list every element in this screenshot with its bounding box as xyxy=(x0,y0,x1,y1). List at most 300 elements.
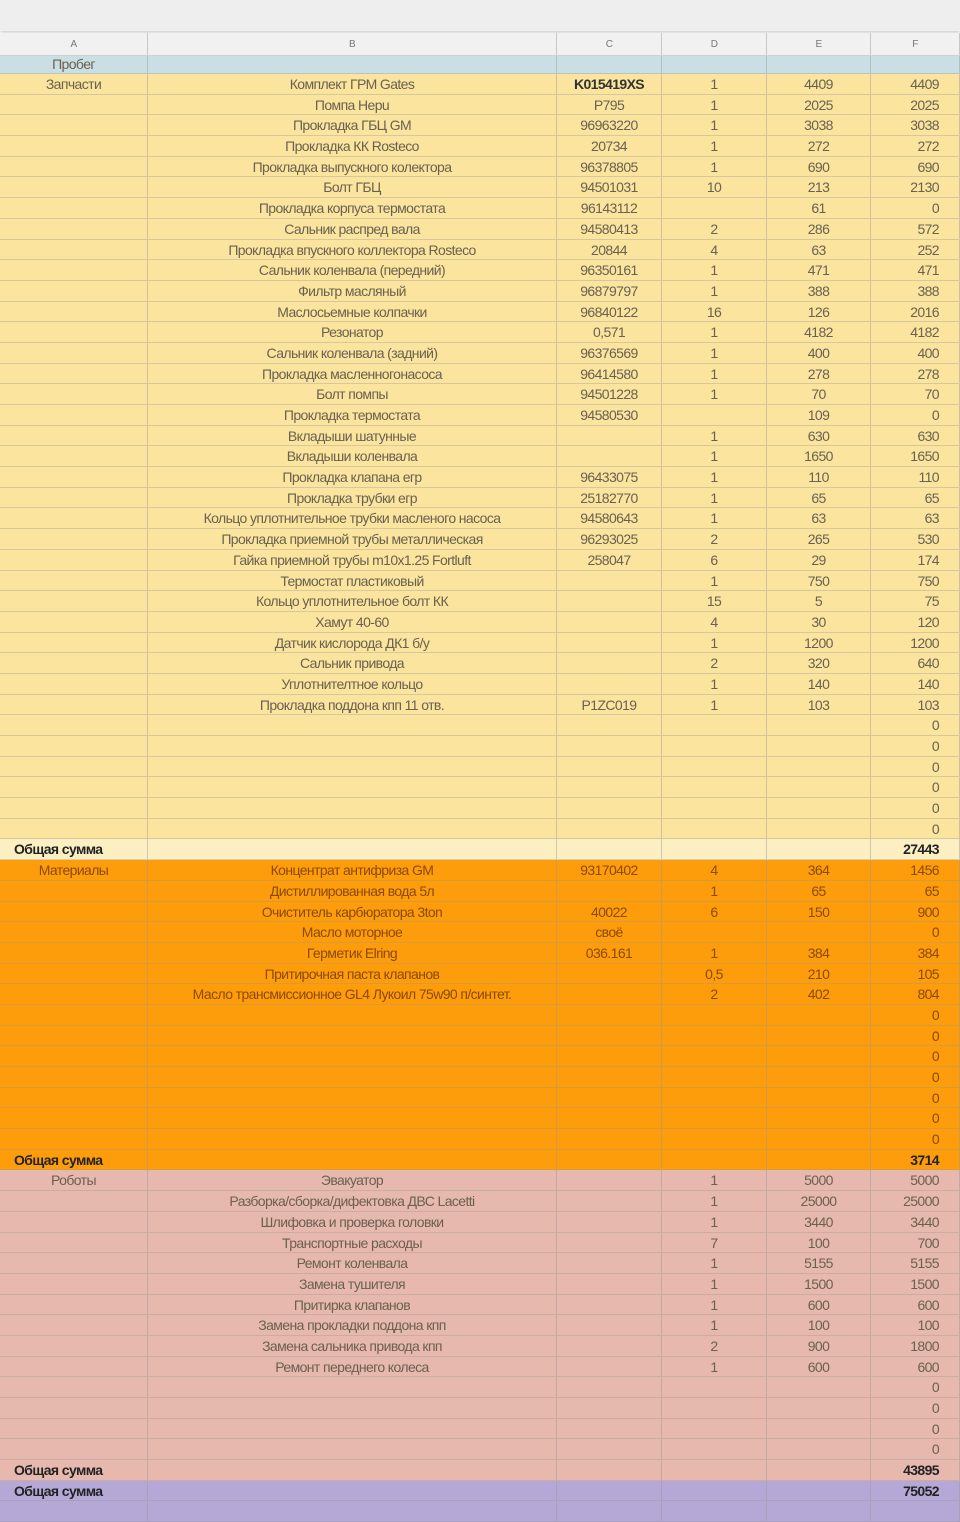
total-label[interactable]: Общая сумма xyxy=(0,1150,148,1170)
total-label[interactable]: Общая сумма xyxy=(0,1460,148,1480)
cell[interactable] xyxy=(148,1481,557,1501)
cell-sum[interactable]: 4182 xyxy=(871,322,960,342)
cell-category[interactable] xyxy=(0,922,148,942)
cell-name[interactable]: Прокладка трубки егр xyxy=(148,488,557,508)
cell-quantity[interactable] xyxy=(662,1377,767,1397)
cell-sum[interactable]: 2016 xyxy=(871,302,960,322)
cell-part-number[interactable] xyxy=(557,1419,662,1439)
cell-sum[interactable]: 105 xyxy=(871,964,960,984)
cell-sum[interactable]: 0 xyxy=(871,922,960,942)
cell-quantity[interactable]: 0,5 xyxy=(662,964,767,984)
cell-sum[interactable]: 25000 xyxy=(871,1191,960,1211)
cell-category[interactable] xyxy=(0,1336,148,1356)
cell-part-number[interactable] xyxy=(557,1377,662,1397)
cell-part-number[interactable] xyxy=(557,715,662,735)
cell-price[interactable]: 25000 xyxy=(767,1191,871,1211)
column-header-a[interactable]: A xyxy=(0,33,148,55)
cell-quantity[interactable]: 1 xyxy=(662,1357,767,1377)
cell-part-number[interactable] xyxy=(557,1108,662,1128)
cell-category[interactable] xyxy=(0,260,148,280)
cell-part-number[interactable]: своё xyxy=(557,922,662,942)
cell[interactable] xyxy=(148,1150,557,1170)
cell-sum[interactable]: 804 xyxy=(871,984,960,1004)
cell-part-number[interactable]: 96293025 xyxy=(557,529,662,549)
cell-name[interactable]: Прокладка клапана егр xyxy=(148,467,557,487)
cell-name[interactable] xyxy=(148,777,557,797)
cell-category[interactable] xyxy=(0,715,148,735)
cell-quantity[interactable]: 1 xyxy=(662,1253,767,1273)
cell-category[interactable] xyxy=(0,1005,148,1025)
cell-sum[interactable]: 0 xyxy=(871,1088,960,1108)
cell-category[interactable] xyxy=(0,798,148,818)
cell-sum[interactable]: 63 xyxy=(871,508,960,528)
cell-price[interactable] xyxy=(767,1088,871,1108)
cell[interactable] xyxy=(767,839,871,859)
cell-quantity[interactable]: 1 xyxy=(662,281,767,301)
cell-quantity[interactable] xyxy=(662,1129,767,1149)
cell-sum[interactable]: 0 xyxy=(871,1046,960,1066)
cell-category[interactable] xyxy=(0,1419,148,1439)
cell-part-number[interactable] xyxy=(557,1005,662,1025)
cell-name[interactable]: Фильтр масляный xyxy=(148,281,557,301)
cell-sum[interactable]: 0 xyxy=(871,1067,960,1087)
cell-quantity[interactable]: 1 xyxy=(662,426,767,446)
cell-sum[interactable]: 70 xyxy=(871,384,960,404)
cell-category[interactable] xyxy=(0,1398,148,1418)
cell-part-number[interactable]: P795 xyxy=(557,95,662,115)
cell-sum[interactable]: 65 xyxy=(871,488,960,508)
cell-quantity[interactable]: 4 xyxy=(662,240,767,260)
cell-sum[interactable]: 0 xyxy=(871,1129,960,1149)
cell-category[interactable] xyxy=(0,964,148,984)
cell-price[interactable]: 272 xyxy=(767,136,871,156)
cell-name[interactable] xyxy=(148,1377,557,1397)
cell-price[interactable]: 2025 xyxy=(767,95,871,115)
cell-name[interactable]: Сальник коленвала (передний) xyxy=(148,260,557,280)
cell-part-number[interactable]: 96376569 xyxy=(557,343,662,363)
cell-category[interactable] xyxy=(0,571,148,591)
cell-price[interactable] xyxy=(767,715,871,735)
cell-sum[interactable]: 3038 xyxy=(871,115,960,135)
cell-sum[interactable]: 0 xyxy=(871,736,960,756)
cell-name[interactable] xyxy=(148,1088,557,1108)
cell-name[interactable]: Болт помпы xyxy=(148,384,557,404)
cell-category[interactable] xyxy=(0,1377,148,1397)
cell-name[interactable] xyxy=(148,736,557,756)
cell-sum[interactable]: 0 xyxy=(871,715,960,735)
cell-price[interactable]: 100 xyxy=(767,1315,871,1335)
cell-name[interactable]: Ремонт коленвала xyxy=(148,1253,557,1273)
cell-part-number[interactable] xyxy=(557,881,662,901)
cell-sum[interactable]: 0 xyxy=(871,405,960,425)
cell-name[interactable]: Прокладка масленногонасоса xyxy=(148,364,557,384)
cell-category[interactable] xyxy=(0,384,148,404)
cell-price[interactable]: 213 xyxy=(767,177,871,197)
cell-sum[interactable]: 5155 xyxy=(871,1253,960,1273)
cell-quantity[interactable]: 1 xyxy=(662,364,767,384)
cell-quantity[interactable]: 1 xyxy=(662,1295,767,1315)
cell-price[interactable]: 63 xyxy=(767,240,871,260)
cell-sum[interactable]: 272 xyxy=(871,136,960,156)
cell[interactable] xyxy=(557,1501,662,1521)
cell-quantity[interactable]: 1 xyxy=(662,260,767,280)
cell-quantity[interactable]: 10 xyxy=(662,177,767,197)
cell-price[interactable] xyxy=(767,1026,871,1046)
cell-price[interactable]: 29 xyxy=(767,550,871,570)
cell-quantity[interactable]: 1 xyxy=(662,943,767,963)
cell-price[interactable]: 5 xyxy=(767,591,871,611)
cell-name[interactable]: Кольцо уплотнительное трубки масленого насоса xyxy=(148,508,557,528)
cell[interactable] xyxy=(557,1150,662,1170)
cell-price[interactable] xyxy=(767,1419,871,1439)
cell-part-number[interactable]: 96378805 xyxy=(557,157,662,177)
cell-category[interactable] xyxy=(0,1357,148,1377)
cell-category[interactable] xyxy=(0,177,148,197)
cell-quantity[interactable] xyxy=(662,1067,767,1087)
cell-sum[interactable]: 140 xyxy=(871,674,960,694)
cell[interactable] xyxy=(662,1460,767,1480)
cell-price[interactable]: 630 xyxy=(767,426,871,446)
cell-quantity[interactable] xyxy=(662,715,767,735)
cell-part-number[interactable] xyxy=(557,964,662,984)
cell-quantity[interactable]: 6 xyxy=(662,550,767,570)
cell-category[interactable] xyxy=(0,1088,148,1108)
cell-category[interactable]: Роботы xyxy=(0,1170,148,1190)
cell-name[interactable]: Уплотнителтное кольцо xyxy=(148,674,557,694)
cell-category[interactable] xyxy=(0,488,148,508)
cell-quantity[interactable]: 1 xyxy=(662,1315,767,1335)
cell-sum[interactable]: 384 xyxy=(871,943,960,963)
cell-price[interactable] xyxy=(767,819,871,839)
cell-category[interactable] xyxy=(0,219,148,239)
cell-quantity[interactable]: 1 xyxy=(662,74,767,94)
cell-price[interactable]: 65 xyxy=(767,881,871,901)
cell-name[interactable] xyxy=(148,757,557,777)
mileage-label[interactable]: Пробег xyxy=(0,56,148,73)
cell-sum[interactable]: 900 xyxy=(871,902,960,922)
cell[interactable] xyxy=(557,56,662,73)
cell-quantity[interactable] xyxy=(662,777,767,797)
cell-category[interactable] xyxy=(0,1212,148,1232)
cell-part-number[interactable]: 036.161 xyxy=(557,943,662,963)
cell-price[interactable]: 63 xyxy=(767,508,871,528)
cell-part-number[interactable] xyxy=(557,1088,662,1108)
cell-sum[interactable]: 278 xyxy=(871,364,960,384)
cell-price[interactable] xyxy=(767,1377,871,1397)
cell-price[interactable] xyxy=(767,1398,871,1418)
cell-name[interactable]: Герметик Elring xyxy=(148,943,557,963)
cell-sum[interactable]: 2025 xyxy=(871,95,960,115)
cell-price[interactable]: 750 xyxy=(767,571,871,591)
cell-name[interactable]: Концентрат антифриза GM xyxy=(148,860,557,880)
cell-part-number[interactable] xyxy=(557,1253,662,1273)
cell-name[interactable] xyxy=(148,1129,557,1149)
cell-category[interactable] xyxy=(0,405,148,425)
cell-part-number[interactable]: 25182770 xyxy=(557,488,662,508)
cell-sum[interactable]: 4409 xyxy=(871,74,960,94)
cell-quantity[interactable]: 1 xyxy=(662,1274,767,1294)
cell-part-number[interactable] xyxy=(557,1336,662,1356)
cell-quantity[interactable]: 16 xyxy=(662,302,767,322)
cell-quantity[interactable] xyxy=(662,922,767,942)
cell-price[interactable]: 600 xyxy=(767,1295,871,1315)
total-label[interactable]: Общая сумма xyxy=(0,839,148,859)
cell-category[interactable] xyxy=(0,426,148,446)
column-header-b[interactable]: B xyxy=(148,33,557,55)
cell-part-number[interactable] xyxy=(557,1274,662,1294)
cell-name[interactable]: Прокладка ГБЦ GM xyxy=(148,115,557,135)
cell-quantity[interactable] xyxy=(662,405,767,425)
cell-part-number[interactable] xyxy=(557,1026,662,1046)
cell-price[interactable] xyxy=(767,777,871,797)
cell-name[interactable]: Кольцо уплотнительное болт КК xyxy=(148,591,557,611)
cell-name[interactable]: Вкладыши шатунные xyxy=(148,426,557,446)
cell-name[interactable]: Вкладыши коленвала xyxy=(148,446,557,466)
cell-part-number[interactable] xyxy=(557,1295,662,1315)
cell-name[interactable]: Сальник коленвала (задний) xyxy=(148,343,557,363)
cell[interactable] xyxy=(767,56,871,73)
cell-price[interactable]: 3038 xyxy=(767,115,871,135)
cell-category[interactable] xyxy=(0,1439,148,1459)
cell-price[interactable]: 384 xyxy=(767,943,871,963)
cell-quantity[interactable] xyxy=(662,1439,767,1459)
cell-part-number[interactable]: 96963220 xyxy=(557,115,662,135)
cell-name[interactable]: Термостат пластиковый xyxy=(148,571,557,591)
cell-price[interactable]: 388 xyxy=(767,281,871,301)
cell-sum[interactable]: 103 xyxy=(871,695,960,715)
cell-sum[interactable]: 2130 xyxy=(871,177,960,197)
cell-name[interactable] xyxy=(148,798,557,818)
cell-price[interactable]: 900 xyxy=(767,1336,871,1356)
cell-quantity[interactable]: 1 xyxy=(662,1191,767,1211)
cell-part-number[interactable] xyxy=(557,798,662,818)
cell-quantity[interactable] xyxy=(662,736,767,756)
cell[interactable] xyxy=(871,56,960,73)
cell-quantity[interactable] xyxy=(662,757,767,777)
cell-sum[interactable]: 1500 xyxy=(871,1274,960,1294)
cell-name[interactable]: Разборка/сборка/дифектовка ДВС Lacetti xyxy=(148,1191,557,1211)
cell-part-number[interactable]: 20734 xyxy=(557,136,662,156)
cell-name[interactable]: Замена сальника привода кпп xyxy=(148,1336,557,1356)
cell-name[interactable]: Сальник распред вала xyxy=(148,219,557,239)
cell-sum[interactable]: 530 xyxy=(871,529,960,549)
cell-category[interactable] xyxy=(0,881,148,901)
cell-price[interactable]: 265 xyxy=(767,529,871,549)
cell-category[interactable] xyxy=(0,281,148,301)
cell-sum[interactable]: 0 xyxy=(871,1108,960,1128)
cell-sum[interactable]: 0 xyxy=(871,819,960,839)
cell-price[interactable]: 103 xyxy=(767,695,871,715)
cell-price[interactable] xyxy=(767,1046,871,1066)
cell-sum[interactable]: 0 xyxy=(871,198,960,218)
cell-part-number[interactable]: 96414580 xyxy=(557,364,662,384)
cell-category[interactable]: Запчасти xyxy=(0,74,148,94)
column-header-e[interactable]: E xyxy=(767,33,871,55)
cell-quantity[interactable]: 1 xyxy=(662,508,767,528)
cell-name[interactable]: Притирка клапанов xyxy=(148,1295,557,1315)
cell-quantity[interactable]: 2 xyxy=(662,984,767,1004)
cell-part-number[interactable] xyxy=(557,1067,662,1087)
cell-name[interactable]: Прокладка приемной трубы металлическая xyxy=(148,529,557,549)
cell[interactable] xyxy=(148,1501,557,1521)
cell-name[interactable] xyxy=(148,715,557,735)
cell-sum[interactable]: 0 xyxy=(871,1377,960,1397)
cell-category[interactable] xyxy=(0,902,148,922)
cell-part-number[interactable]: 94501228 xyxy=(557,384,662,404)
cell-name[interactable]: Дистиллированная вода 5л xyxy=(148,881,557,901)
cell-price[interactable]: 126 xyxy=(767,302,871,322)
grand-total-label[interactable]: Общая сумма xyxy=(0,1481,148,1501)
cell[interactable] xyxy=(662,839,767,859)
cell-sum[interactable]: 600 xyxy=(871,1357,960,1377)
cell-name[interactable]: Помпа Hepu xyxy=(148,95,557,115)
cell-sum[interactable]: 3440 xyxy=(871,1212,960,1232)
cell-quantity[interactable]: 1 xyxy=(662,136,767,156)
cell-price[interactable] xyxy=(767,1129,871,1149)
cell-category[interactable] xyxy=(0,591,148,611)
cell-part-number[interactable] xyxy=(557,984,662,1004)
spreadsheet-grid[interactable] xyxy=(0,33,960,1522)
cell-name[interactable] xyxy=(148,1398,557,1418)
cell[interactable] xyxy=(557,1481,662,1501)
cell-category[interactable] xyxy=(0,1067,148,1087)
cell-quantity[interactable]: 1 xyxy=(662,1170,767,1190)
cell-category[interactable]: Материалы xyxy=(0,860,148,880)
cell-part-number[interactable] xyxy=(557,757,662,777)
cell-quantity[interactable] xyxy=(662,1026,767,1046)
cell-part-number[interactable]: 93170402 xyxy=(557,860,662,880)
cell-name[interactable]: Ремонт переднего колеса xyxy=(148,1357,557,1377)
cell[interactable] xyxy=(557,1460,662,1480)
cell-price[interactable]: 286 xyxy=(767,219,871,239)
cell-category[interactable] xyxy=(0,777,148,797)
cell-price[interactable]: 65 xyxy=(767,488,871,508)
cell-part-number[interactable]: 96879797 xyxy=(557,281,662,301)
column-header-d[interactable]: D xyxy=(662,33,767,55)
cell-quantity[interactable]: 1 xyxy=(662,488,767,508)
cell-name[interactable] xyxy=(148,1026,557,1046)
cell-name[interactable]: Прокладка КК Rosteco xyxy=(148,136,557,156)
total-value[interactable]: 43895 xyxy=(871,1460,960,1480)
cell-name[interactable]: Маслосьемные колпачки xyxy=(148,302,557,322)
cell-quantity[interactable]: 1 xyxy=(662,695,767,715)
cell-part-number[interactable] xyxy=(557,1315,662,1335)
cell-part-number[interactable]: 96350161 xyxy=(557,260,662,280)
cell-part-number[interactable] xyxy=(557,1170,662,1190)
cell-sum[interactable]: 388 xyxy=(871,281,960,301)
cell-quantity[interactable]: 6 xyxy=(662,902,767,922)
cell-name[interactable]: Гайка приемной трубы m10x1.25 Fortluft xyxy=(148,550,557,570)
cell-price[interactable] xyxy=(767,922,871,942)
cell-name[interactable] xyxy=(148,819,557,839)
cell[interactable] xyxy=(767,1501,871,1521)
cell-price[interactable]: 110 xyxy=(767,467,871,487)
cell-sum[interactable]: 120 xyxy=(871,612,960,632)
cell-quantity[interactable]: 4 xyxy=(662,612,767,632)
cell-category[interactable] xyxy=(0,240,148,260)
total-value[interactable]: 3714 xyxy=(871,1150,960,1170)
cell-quantity[interactable]: 1 xyxy=(662,674,767,694)
cell-part-number[interactable] xyxy=(557,1129,662,1149)
cell-price[interactable]: 140 xyxy=(767,674,871,694)
cell-sum[interactable]: 630 xyxy=(871,426,960,446)
cell-part-number[interactable] xyxy=(557,591,662,611)
cell-part-number[interactable] xyxy=(557,446,662,466)
cell-sum[interactable]: 5000 xyxy=(871,1170,960,1190)
cell-category[interactable] xyxy=(0,984,148,1004)
cell-sum[interactable]: 1800 xyxy=(871,1336,960,1356)
cell-name[interactable] xyxy=(148,1108,557,1128)
cell-part-number[interactable] xyxy=(557,674,662,694)
cell-sum[interactable]: 0 xyxy=(871,1026,960,1046)
cell-quantity[interactable]: 1 xyxy=(662,446,767,466)
cell-price[interactable]: 1650 xyxy=(767,446,871,466)
cell-sum[interactable]: 100 xyxy=(871,1315,960,1335)
cell[interactable] xyxy=(871,1501,960,1521)
cell-sum[interactable]: 0 xyxy=(871,777,960,797)
cell-category[interactable] xyxy=(0,736,148,756)
grand-total-value[interactable]: 75052 xyxy=(871,1481,960,1501)
cell-sum[interactable]: 700 xyxy=(871,1233,960,1253)
cell[interactable] xyxy=(767,1481,871,1501)
cell-quantity[interactable]: 1 xyxy=(662,343,767,363)
cell-category[interactable] xyxy=(0,446,148,466)
cell-name[interactable]: Болт ГБЦ xyxy=(148,177,557,197)
cell-sum[interactable]: 1200 xyxy=(871,633,960,653)
cell-category[interactable] xyxy=(0,343,148,363)
cell-name[interactable]: Эвакуатор xyxy=(148,1170,557,1190)
cell-category[interactable] xyxy=(0,322,148,342)
cell-quantity[interactable] xyxy=(662,198,767,218)
cell-sum[interactable]: 0 xyxy=(871,1419,960,1439)
cell-quantity[interactable]: 2 xyxy=(662,653,767,673)
cell-name[interactable]: Сальник привода xyxy=(148,653,557,673)
cell-name[interactable] xyxy=(148,1419,557,1439)
cell-quantity[interactable]: 1 xyxy=(662,95,767,115)
cell-price[interactable]: 320 xyxy=(767,653,871,673)
cell-part-number[interactable] xyxy=(557,777,662,797)
cell-category[interactable] xyxy=(0,757,148,777)
cell-quantity[interactable]: 2 xyxy=(662,219,767,239)
cell-name[interactable]: Масло моторное xyxy=(148,922,557,942)
cell-name[interactable] xyxy=(148,1439,557,1459)
cell-category[interactable] xyxy=(0,653,148,673)
cell-part-number[interactable]: 94501031 xyxy=(557,177,662,197)
cell[interactable] xyxy=(662,1481,767,1501)
cell-sum[interactable]: 572 xyxy=(871,219,960,239)
cell-part-number[interactable] xyxy=(557,819,662,839)
cell-quantity[interactable]: 7 xyxy=(662,1233,767,1253)
cell-quantity[interactable]: 1 xyxy=(662,157,767,177)
cell-part-number[interactable]: 96143112 xyxy=(557,198,662,218)
cell-part-number[interactable]: 94580530 xyxy=(557,405,662,425)
cell-category[interactable] xyxy=(0,1108,148,1128)
column-header-f[interactable]: F xyxy=(871,33,960,55)
cell-name[interactable]: Шлифовка и проверка головки xyxy=(148,1212,557,1232)
cell-category[interactable] xyxy=(0,1046,148,1066)
cell-price[interactable]: 4409 xyxy=(767,74,871,94)
cell-quantity[interactable]: 1 xyxy=(662,571,767,591)
cell-name[interactable]: Комплект ГРМ Gates xyxy=(148,74,557,94)
cell-part-number[interactable] xyxy=(557,736,662,756)
cell-quantity[interactable] xyxy=(662,798,767,818)
cell-sum[interactable]: 0 xyxy=(871,1439,960,1459)
cell-name[interactable]: Прокладка выпускного колектора xyxy=(148,157,557,177)
cell-quantity[interactable]: 1 xyxy=(662,633,767,653)
cell-sum[interactable]: 1650 xyxy=(871,446,960,466)
cell-price[interactable]: 5155 xyxy=(767,1253,871,1273)
cell-price[interactable] xyxy=(767,1108,871,1128)
